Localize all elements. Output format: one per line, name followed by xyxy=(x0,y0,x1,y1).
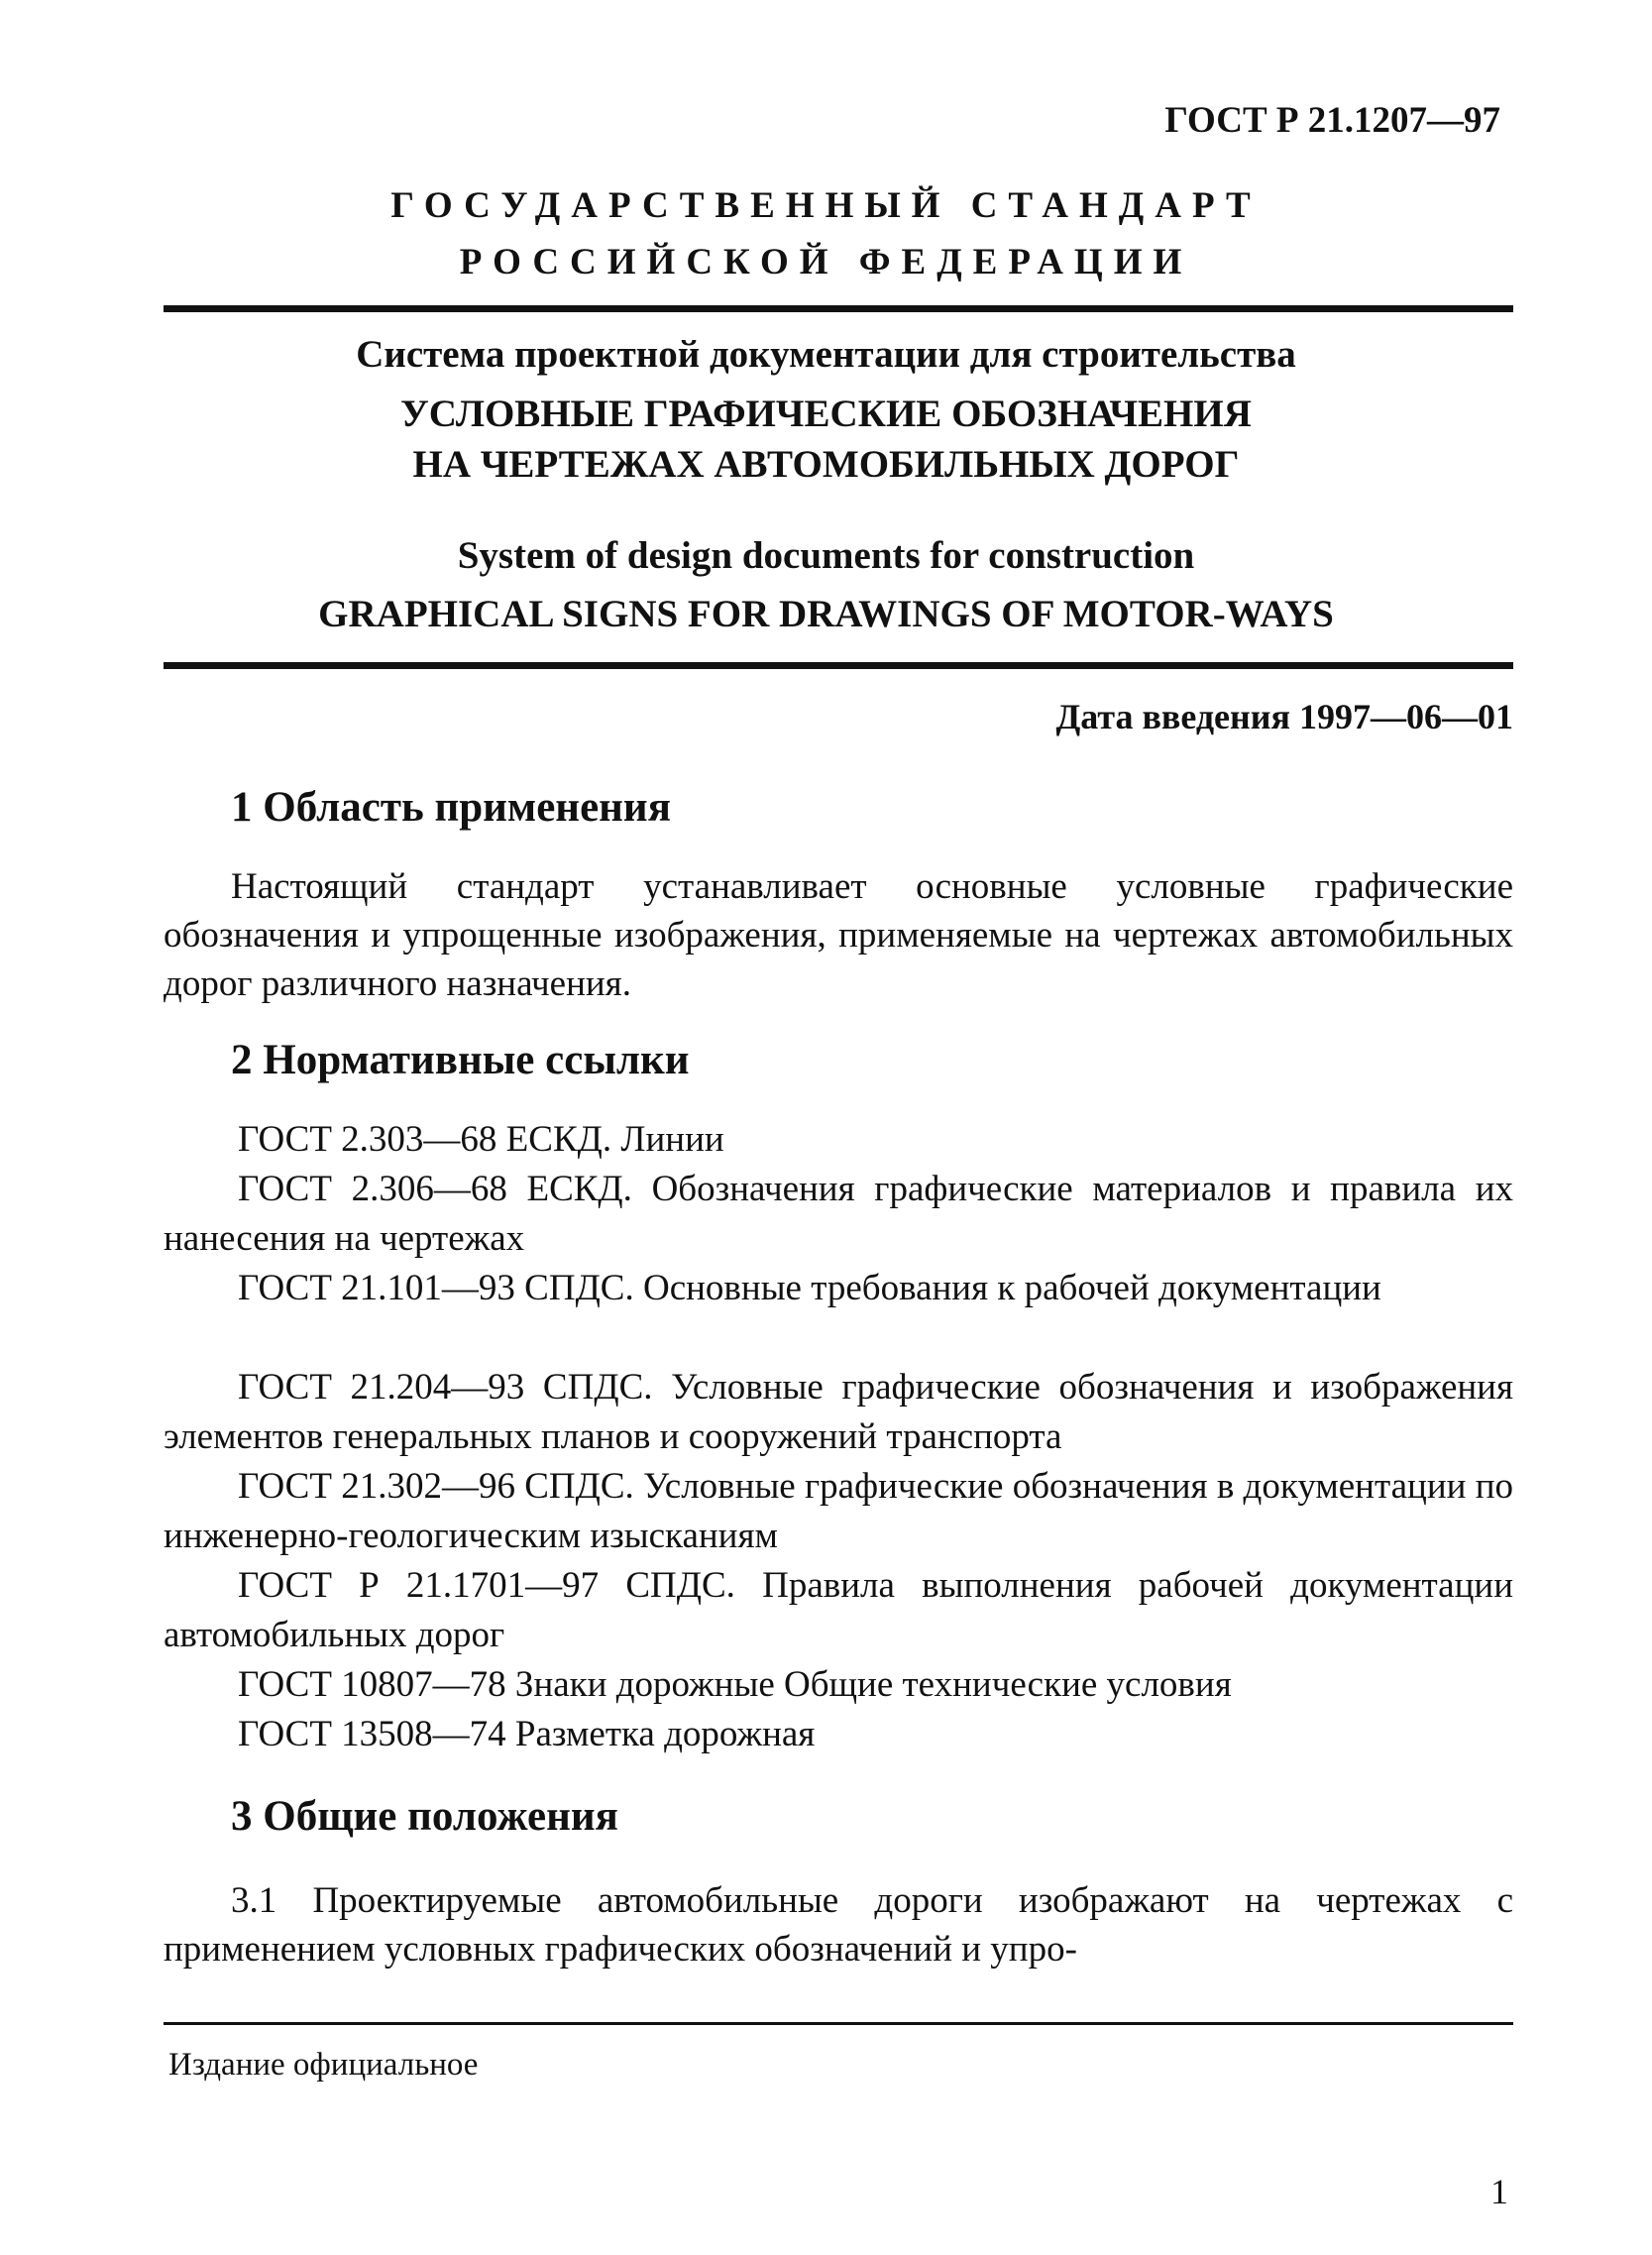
footer-divider xyxy=(164,2022,1513,2025)
standard-title-ru-line2: НА ЧЕРТЕЖАХ АВТОМОБИЛЬНЫХ ДОРОГ xyxy=(412,443,1240,486)
reference-item: ГОСТ 13508—74 Разметка дорожная xyxy=(238,1714,816,1754)
standard-title-en: GRAPHICAL SIGNS FOR DRAWINGS OF MOTOR-WAYS xyxy=(318,593,1334,635)
reference-item: ГОСТ 21.302—96 СПДС. Условные графические обозначения в документации по инженерно-геологическим изысканиям xyxy=(164,1466,1513,1556)
edition-note: Издание официальное xyxy=(168,2047,479,2083)
reference-item: ГОСТ 2.306—68 ЕСКД. Обозначения графические материалов и правила их нанесения на чертежах xyxy=(164,1169,1513,1259)
system-title-ru: Система проектной документации для строительства xyxy=(356,333,1296,376)
introduction-date: Дата введения 1997—06—01 xyxy=(1055,697,1513,736)
reference-item: ГОСТ Р 21.1701—97 СПДС. Правила выполнения рабочей документации автомобильных дорог xyxy=(164,1565,1513,1655)
reference-item: ГОСТ 10807—78 Знаки дорожные Общие технические условия xyxy=(238,1664,1232,1705)
section-3-text: 3.1 Проектируемые автомобильные дороги изображают на чертежах с применением условных графических обозначений и упро- xyxy=(164,1880,1513,1970)
page-number: 1 xyxy=(1490,2172,1508,2211)
reference-item: ГОСТ 2.303—68 ЕСКД. Линии xyxy=(238,1119,724,1160)
section-1-heading: 1 Область применения xyxy=(231,784,671,831)
top-divider xyxy=(164,305,1513,312)
reference-item: ГОСТ 21.204—93 СПДС. Условные графические обозначения и изображения элементов генеральных планов и сооружений транспорта xyxy=(164,1367,1513,1457)
standard-title-ru-line1: УСЛОВНЫЕ ГРАФИЧЕСКИЕ ОБОЗНАЧЕНИЯ xyxy=(400,393,1252,435)
section-3-heading: 3 Общие положения xyxy=(231,1793,618,1840)
section-2-heading: 2 Нормативные ссылки xyxy=(231,1037,690,1083)
russian-federation-title: РОССИЙСКОЙ ФЕДЕРАЦИИ xyxy=(459,242,1193,282)
state-standard-title: ГОСУДАРСТВЕННЫЙ СТАНДАРТ xyxy=(390,185,1262,226)
section-1-text: Настоящий стандарт устанавливает основные условные графические обозначения и упрощенные изображения, применяемые на чертежах автомобильных дорог различного назначения. xyxy=(164,866,1513,1004)
title-divider xyxy=(164,662,1513,669)
document-number: ГОСТ Р 21.1207—97 xyxy=(1164,100,1500,141)
reference-item: ГОСТ 21.101—93 СПДС. Основные требования к рабочей документации xyxy=(238,1268,1381,1308)
system-title-en: System of design documents for construction xyxy=(457,534,1195,577)
